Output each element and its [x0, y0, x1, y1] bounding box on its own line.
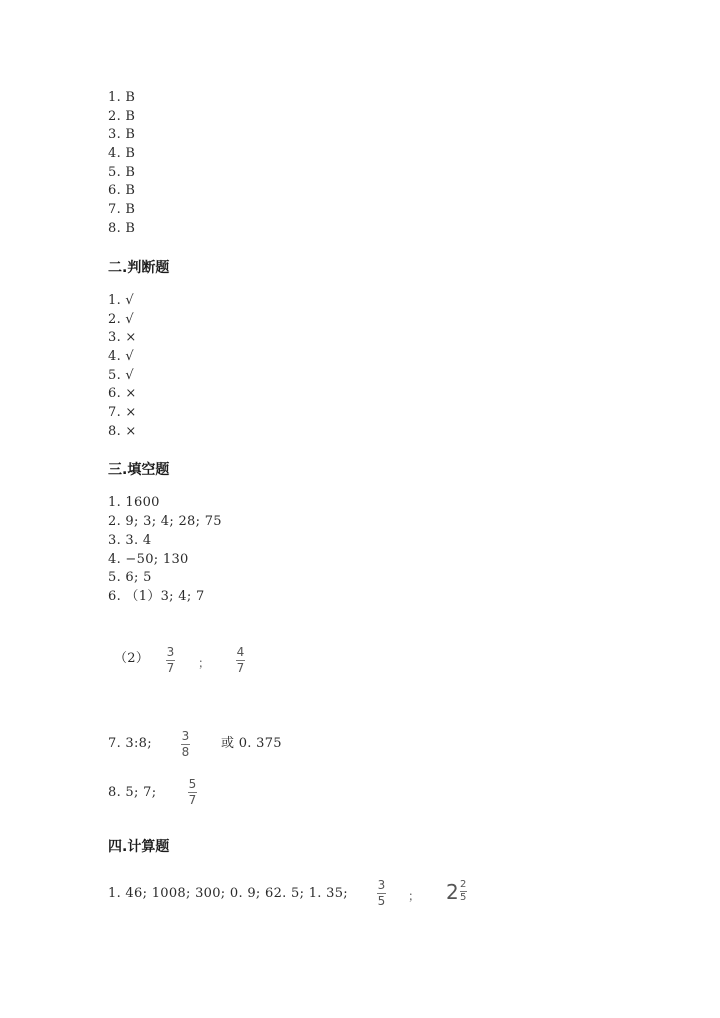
choice-answer-7: 7. B	[108, 202, 136, 217]
choice-answer-1: 1. B	[108, 90, 136, 105]
fraction-denominator: 7	[188, 793, 197, 807]
choice-answer-2: 2. B	[108, 109, 136, 124]
choice-answer-3: 3. B	[108, 127, 136, 142]
fill-answer-3: 3. 3. 4	[108, 533, 152, 548]
judge-answer-3: 3. ×	[108, 330, 137, 345]
fill-part2-label: （2）	[114, 651, 150, 666]
calc-answer-1-separator: ；	[408, 889, 421, 903]
fill-answer-7-prefix: 7. 3:8;	[108, 736, 152, 751]
calc-heading: 四.计算题	[108, 839, 170, 855]
fill-answer-8-prefix: 8. 5; 7;	[108, 785, 157, 800]
mixed-number-fraction	[460, 880, 467, 903]
fill-answer-1: 1. 1600	[108, 495, 160, 510]
mixed-number-2-2-5	[446, 880, 467, 903]
fraction-3-5	[377, 879, 386, 908]
fraction-4-7	[236, 646, 245, 675]
choice-answer-4: 4. B	[108, 146, 136, 161]
fraction-numerator: 4	[236, 645, 245, 659]
fill-answer-2: 2. 9; 3; 4; 28; 75	[108, 514, 222, 529]
judge-answer-7: 7. ×	[108, 405, 137, 420]
fraction-3-7	[166, 646, 175, 675]
fraction-denominator: 5	[460, 892, 467, 903]
fraction-numerator: 3	[377, 878, 386, 892]
judge-answer-1: 1. √	[108, 293, 135, 308]
choice-answer-6: 6. B	[108, 183, 136, 198]
fill-answer-6: 6. （1）3; 4; 7	[108, 589, 205, 604]
fraction-numerator: 5	[188, 777, 197, 791]
fraction-denominator: 5	[377, 894, 386, 908]
mixed-number-whole: 2	[446, 879, 459, 904]
fraction-5-7	[188, 778, 197, 807]
fraction-denominator: 7	[166, 661, 175, 675]
fraction-numerator: 3	[181, 729, 190, 743]
choice-answer-5: 5. B	[108, 165, 136, 180]
fraction-3-8	[181, 730, 190, 759]
fraction-numerator: 3	[166, 645, 175, 659]
choice-answer-8: 8. B	[108, 221, 136, 236]
fill-answer-4: 4. −50; 130	[108, 552, 189, 567]
fraction-denominator: 8	[181, 745, 190, 759]
judge-answer-6: 6. ×	[108, 386, 137, 401]
judge-answer-2: 2. √	[108, 312, 135, 327]
judge-answer-8: 8. ×	[108, 424, 137, 439]
fraction-denominator: 7	[236, 661, 245, 675]
calc-answer-1-prefix: 1. 46; 1008; 300; 0. 9; 62. 5; 1. 35;	[108, 886, 348, 901]
judge-answer-5: 5. √	[108, 368, 135, 383]
judge-answer-4: 4. √	[108, 349, 135, 364]
fraction-numerator: 2	[460, 879, 467, 890]
fill-part2-separator: ；	[198, 656, 211, 670]
judge-heading: 二.判断题	[108, 260, 170, 276]
fill-answer-5: 5. 6; 5	[108, 570, 152, 585]
fill-heading: 三.填空题	[108, 462, 170, 478]
fill-answer-7-suffix: 或 0. 375	[221, 736, 282, 751]
